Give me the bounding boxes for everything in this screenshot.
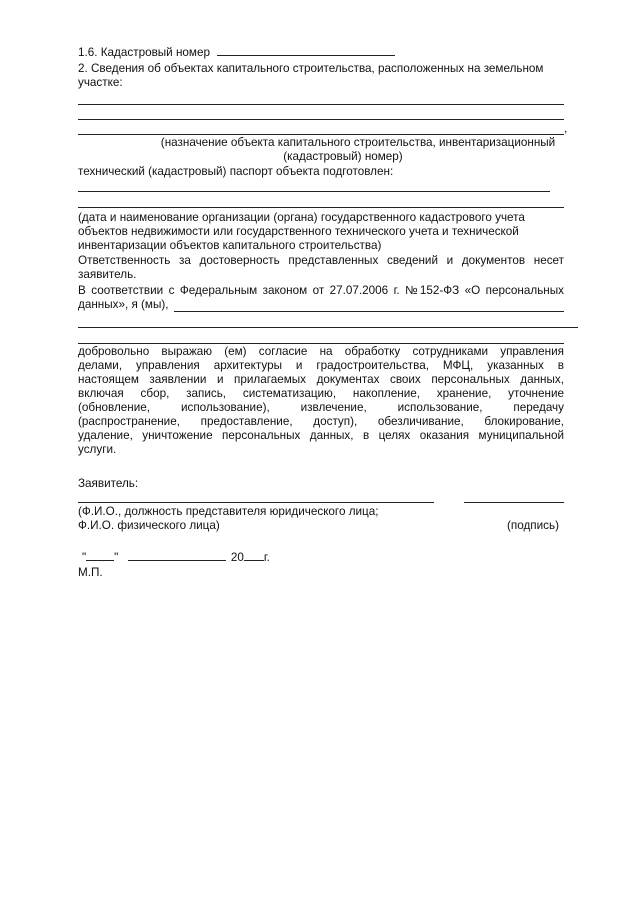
- cadastral-number-row: [78, 45, 395, 60]
- passport-field-line-1[interactable]: [78, 191, 550, 192]
- cadastral-number-label: 1.6. Кадастровый номер: [78, 46, 210, 59]
- objects-field-line-2[interactable]: [78, 119, 564, 120]
- stamp-label: М.П.: [78, 566, 103, 579]
- responsibility-line1: Ответственность за достоверность представленных сведений и документов несет: [78, 254, 564, 267]
- consent-body-line2: делами, управления архитектуры и градостроительства, МФЦ, указанных в: [78, 359, 564, 372]
- consent-name-field[interactable]: [174, 311, 564, 312]
- consent-body-last: услуги.: [78, 443, 117, 456]
- consent-intro-line2: [78, 298, 169, 312]
- organization-caption-line3: инвентаризации объектов капитального строительства): [78, 239, 382, 252]
- applicant-signature-field[interactable]: [464, 502, 564, 503]
- consent-body-line3: настоящем заявлении и прилагаемых документах своих персональных данных,: [78, 373, 564, 386]
- consent-body-line4: включая сбор, запись, систематизацию, накопление, хранение, уточнение: [78, 387, 564, 400]
- object-caption-line1: (назначение объекта капитального строительства, инвентаризационный: [160, 136, 556, 149]
- date-row: [82, 550, 270, 565]
- date-year-suffix: г.: [263, 551, 270, 564]
- consent-body-line5: (обновление, использование), извлечение, использование, передачу: [78, 401, 564, 414]
- section-2-title-line2: участке:: [78, 76, 123, 89]
- cadastral-number-field[interactable]: [217, 45, 395, 56]
- consent-body-line7: удаление, уничтожение персональных данных, в целях оказания муниципальной: [78, 429, 564, 442]
- objects-field-comma: ,: [564, 122, 568, 135]
- consent-body-line1: добровольно выражаю (ем) согласие на обработку сотрудниками управления: [78, 345, 564, 358]
- applicant-label: Заявитель:: [78, 477, 139, 490]
- date-quote-open: ": [82, 551, 87, 564]
- date-day-field[interactable]: [86, 550, 114, 561]
- responsibility-line2: заявитель.: [78, 268, 137, 281]
- object-caption-line2: (кадастровый) номер): [283, 150, 403, 163]
- date-century: 20: [230, 551, 244, 564]
- applicant-name-field[interactable]: [78, 502, 434, 503]
- consent-name-line-3[interactable]: [78, 343, 564, 344]
- consent-intro-line1: В соответствии с Федеральным законом от 27.07.2006 г. №152-ФЗ «О персональных: [78, 284, 564, 297]
- organization-caption-line1: (дата и наименование организации (органа) государственного кадастрового учета: [78, 211, 525, 224]
- objects-field-line-1[interactable]: [78, 104, 564, 105]
- section-2-title-line1: 2. Сведения об объектах капитального строительства, расположенных на земельном: [78, 62, 544, 75]
- date-year-field[interactable]: [244, 550, 264, 561]
- date-month-field[interactable]: [128, 550, 226, 561]
- consent-body-line6: (распространение, предоставление, доступ), обезличивание, блокирование,: [78, 415, 564, 428]
- passport-field-line-2[interactable]: [78, 207, 564, 208]
- consent-name-line-2[interactable]: [78, 327, 578, 328]
- applicant-caption-line1: (Ф.И.О., должность представителя юридического лица;: [78, 505, 379, 518]
- passport-prepared-label: технический (кадастровый) паспорт объекта подготовлен:: [78, 165, 394, 178]
- consent-intro-text: данных», я (мы),: [78, 298, 169, 311]
- applicant-caption-line2: Ф.И.О. физического лица): [78, 519, 220, 532]
- objects-field-line-3[interactable]: [78, 134, 564, 135]
- organization-caption-line2: объектов недвижимости или государственного технического учета и технической: [78, 225, 519, 238]
- signature-caption: (подпись): [507, 519, 559, 532]
- date-quote-close: ": [114, 551, 119, 564]
